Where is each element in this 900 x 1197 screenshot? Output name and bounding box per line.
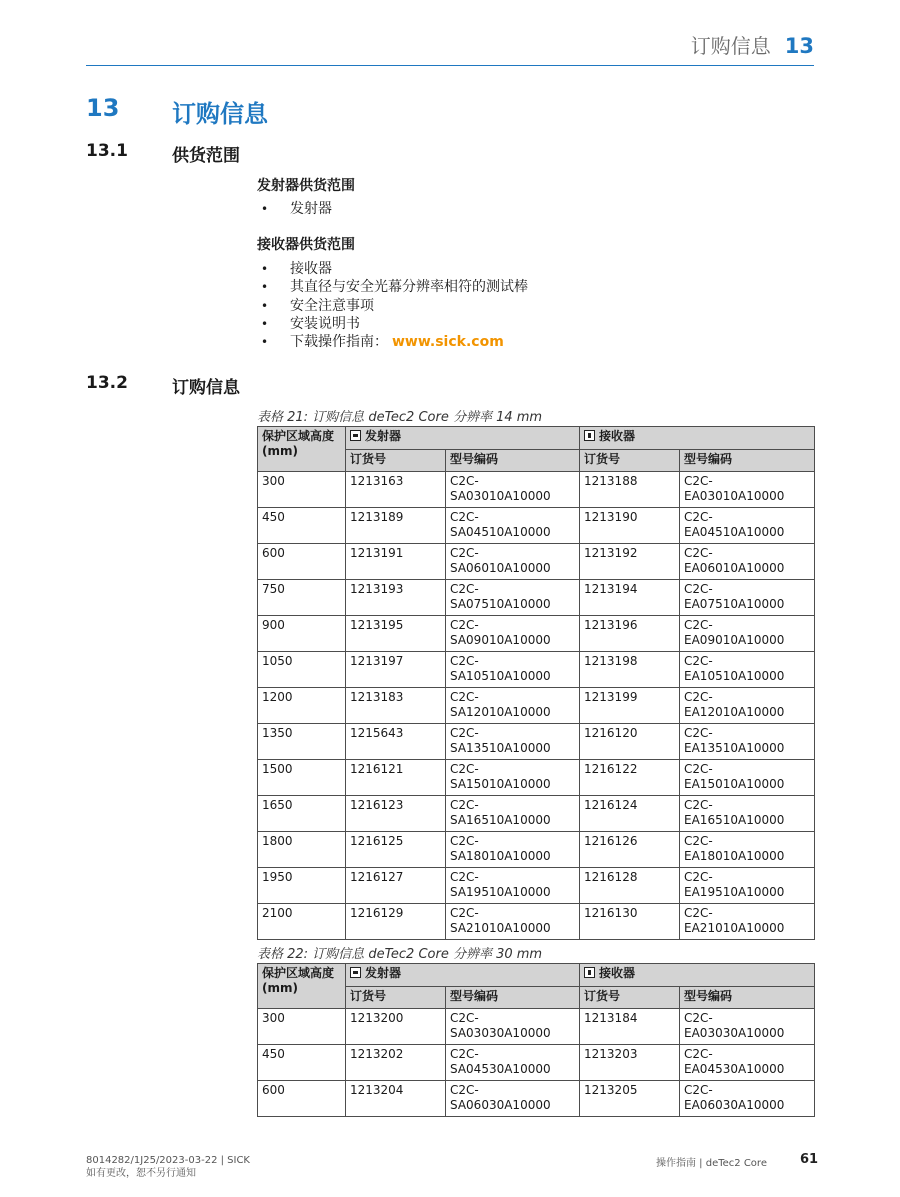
cell-receiver-order-no: 1216128 — [580, 868, 680, 904]
col-emitter-order-no: 订货号 — [346, 450, 446, 472]
cell-receiver-type-code: C2C- EA15010A10000 — [680, 760, 815, 796]
cell-emitter-order-no: 1213189 — [346, 508, 446, 544]
list-item: • 其直径与安全光幕分辨率相符的测试棒 — [257, 278, 528, 296]
table-row — [258, 796, 815, 832]
cell-height: 1200 — [258, 688, 346, 724]
cell-receiver-order-no: 1216124 — [580, 796, 680, 832]
cell-receiver-type-code: C2C- EA07510A10000 — [680, 580, 815, 616]
cell-receiver-type-code: C2C- EA06030A10000 — [680, 1081, 815, 1117]
cell-receiver-type-code: C2C- EA13510A10000 — [680, 724, 815, 760]
footer-doc-title: 操作指南 | deTec2 Core — [656, 1158, 767, 1169]
cell-emitter-order-no: 1213193 — [346, 580, 446, 616]
cell-height: 2100 — [258, 904, 346, 940]
running-header-title: 订购信息 — [690, 34, 771, 58]
section-number: 13.2 — [86, 373, 128, 393]
table-21-caption: 表格 21: 订购信息 deTec2 Core 分辨率 14 mm — [257, 410, 543, 425]
cell-receiver-order-no: 1213199 — [580, 688, 680, 724]
cell-emitter-order-no: 1213191 — [346, 544, 446, 580]
cell-emitter-order-no: 1216121 — [346, 760, 446, 796]
cell-height: 300 — [258, 472, 346, 508]
cell-receiver-order-no: 1213184 — [580, 1009, 680, 1045]
table-row — [258, 760, 815, 796]
cell-height: 1950 — [258, 868, 346, 904]
table-row — [258, 1081, 815, 1117]
order-table-14mm — [257, 426, 815, 940]
section-number: 13.1 — [86, 141, 128, 161]
cell-receiver-order-no: 1213190 — [580, 508, 680, 544]
cell-emitter-type-code: C2C- SA04530A10000 — [446, 1045, 580, 1081]
receiver-icon — [584, 430, 595, 441]
footer-notice: 如有更改，恕不另行通知 — [86, 1168, 196, 1179]
cell-emitter-type-code: C2C- SA18010A10000 — [446, 832, 580, 868]
cell-emitter-order-no: 1216123 — [346, 796, 446, 832]
cell-emitter-order-no: 1213197 — [346, 652, 446, 688]
cell-height: 1500 — [258, 760, 346, 796]
cell-height: 450 — [258, 1045, 346, 1081]
running-header-chapter: 13 — [784, 34, 814, 58]
table-row — [258, 508, 815, 544]
chapter-number: 13 — [86, 94, 120, 122]
cell-height: 600 — [258, 1081, 346, 1117]
section-title: 订购信息 — [172, 378, 240, 398]
cell-receiver-type-code: C2C- EA21010A10000 — [680, 904, 815, 940]
receiver-icon — [584, 967, 595, 978]
cell-receiver-order-no: 1213194 — [580, 580, 680, 616]
table-row — [258, 688, 815, 724]
list-item: • 发射器 — [257, 200, 332, 218]
cell-height: 750 — [258, 580, 346, 616]
cell-receiver-type-code: C2C- EA06010A10000 — [680, 544, 815, 580]
emitter-icon — [350, 967, 361, 978]
receiver-scope-heading: 接收器供货范围 — [257, 237, 355, 253]
cell-emitter-order-no: 1213195 — [346, 616, 446, 652]
cell-receiver-order-no: 1216120 — [580, 724, 680, 760]
section-heading-scope — [86, 141, 240, 166]
cell-emitter-order-no: 1213200 — [346, 1009, 446, 1045]
table-row — [258, 580, 815, 616]
cell-receiver-type-code: C2C- EA19510A10000 — [680, 868, 815, 904]
table-row — [258, 904, 815, 940]
cell-height: 1350 — [258, 724, 346, 760]
cell-receiver-type-code: C2C- EA04530A10000 — [680, 1045, 815, 1081]
table-row — [258, 832, 815, 868]
receiver-scope-list — [257, 260, 528, 351]
list-item: • 接收器 — [257, 260, 528, 278]
table-row — [258, 1045, 815, 1081]
cell-emitter-type-code: C2C- SA03030A10000 — [446, 1009, 580, 1045]
table-row — [258, 544, 815, 580]
running-header — [691, 30, 814, 59]
cell-emitter-type-code: C2C- SA06010A10000 — [446, 544, 580, 580]
cell-height: 1800 — [258, 832, 346, 868]
col-emitter-order-no: 订货号 — [346, 987, 446, 1009]
cell-emitter-type-code: C2C- SA19510A10000 — [446, 868, 580, 904]
cell-emitter-type-code: C2C- SA03010A10000 — [446, 472, 580, 508]
col-receiver-type-code: 型号编码 — [680, 450, 815, 472]
footer-doc-info — [86, 1154, 250, 1180]
cell-receiver-order-no: 1213198 — [580, 652, 680, 688]
cell-emitter-type-code: C2C- SA15010A10000 — [446, 760, 580, 796]
table-row — [258, 616, 815, 652]
sick-website-link[interactable]: www.sick.com — [392, 334, 504, 351]
list-item: • 安装说明书 — [257, 315, 528, 333]
table-22-caption: 表格 22: 订购信息 deTec2 Core 分辨率 30 mm — [257, 947, 543, 962]
cell-emitter-order-no: 1215643 — [346, 724, 446, 760]
col-emitter: 发射器 — [346, 427, 580, 450]
cell-receiver-type-code: C2C- EA04510A10000 — [680, 508, 815, 544]
cell-receiver-type-code: C2C- EA09010A10000 — [680, 616, 815, 652]
cell-emitter-order-no: 1213183 — [346, 688, 446, 724]
cell-emitter-type-code: C2C- SA04510A10000 — [446, 508, 580, 544]
cell-receiver-type-code: C2C- EA03030A10000 — [680, 1009, 815, 1045]
emitter-scope-heading: 发射器供货范围 — [257, 178, 355, 194]
col-height: 保护区域高度 (mm) — [258, 427, 346, 472]
cell-receiver-order-no: 1213196 — [580, 616, 680, 652]
cell-receiver-order-no: 1216126 — [580, 832, 680, 868]
cell-height: 900 — [258, 616, 346, 652]
col-receiver-type-code: 型号编码 — [680, 987, 815, 1009]
cell-emitter-type-code: C2C- SA21010A10000 — [446, 904, 580, 940]
cell-height: 300 — [258, 1009, 346, 1045]
page-number: 61 — [800, 1152, 819, 1167]
cell-receiver-type-code: C2C- EA16510A10000 — [680, 796, 815, 832]
col-receiver-order-no: 订货号 — [580, 987, 680, 1009]
section-title: 供货范围 — [172, 146, 240, 166]
cell-emitter-type-code: C2C- SA13510A10000 — [446, 724, 580, 760]
table-row — [258, 652, 815, 688]
cell-receiver-type-code: C2C- EA18010A10000 — [680, 832, 815, 868]
download-label: 下载操作指南： — [290, 334, 388, 351]
chapter-title: 订购信息 — [172, 100, 268, 128]
cell-receiver-type-code: C2C- EA10510A10000 — [680, 652, 815, 688]
footer-doc-id: 8014282/1J25/2023-03-22 | SICK — [86, 1155, 250, 1166]
cell-emitter-order-no: 1213163 — [346, 472, 446, 508]
col-receiver: 接收器 — [580, 964, 815, 987]
cell-emitter-type-code: C2C- SA07510A10000 — [446, 580, 580, 616]
cell-emitter-order-no: 1216125 — [346, 832, 446, 868]
cell-receiver-type-code: C2C- EA12010A10000 — [680, 688, 815, 724]
cell-emitter-order-no: 1216129 — [346, 904, 446, 940]
cell-receiver-order-no: 1213188 — [580, 472, 680, 508]
emitter-icon — [350, 430, 361, 441]
table-row — [258, 1009, 815, 1045]
cell-receiver-order-no: 1213203 — [580, 1045, 680, 1081]
list-item: • 安全注意事项 — [257, 297, 528, 315]
cell-height: 1050 — [258, 652, 346, 688]
cell-receiver-order-no: 1216122 — [580, 760, 680, 796]
cell-emitter-type-code: C2C- SA10510A10000 — [446, 652, 580, 688]
col-receiver: 接收器 — [580, 427, 815, 450]
col-emitter-type-code: 型号编码 — [446, 987, 580, 1009]
list-item-download — [257, 333, 528, 351]
col-emitter: 发射器 — [346, 964, 580, 987]
section-heading-ordering — [86, 373, 240, 398]
order-table-30mm — [257, 963, 815, 1117]
cell-height: 1650 — [258, 796, 346, 832]
col-receiver-order-no: 订货号 — [580, 450, 680, 472]
cell-receiver-order-no: 1216130 — [580, 904, 680, 940]
cell-receiver-order-no: 1213192 — [580, 544, 680, 580]
cell-emitter-type-code: C2C- SA12010A10000 — [446, 688, 580, 724]
cell-height: 450 — [258, 508, 346, 544]
cell-emitter-order-no: 1213202 — [346, 1045, 446, 1081]
cell-emitter-type-code: C2C- SA09010A10000 — [446, 616, 580, 652]
table-row — [258, 724, 815, 760]
chapter-heading — [86, 94, 268, 128]
cell-emitter-order-no: 1216127 — [346, 868, 446, 904]
col-height: 保护区域高度 (mm) — [258, 964, 346, 1009]
table-row — [258, 868, 815, 904]
header-divider — [86, 65, 814, 66]
emitter-scope-list — [257, 200, 332, 218]
cell-receiver-type-code: C2C- EA03010A10000 — [680, 472, 815, 508]
table-row — [258, 472, 815, 508]
cell-emitter-type-code: C2C- SA06030A10000 — [446, 1081, 580, 1117]
col-emitter-type-code: 型号编码 — [446, 450, 580, 472]
cell-emitter-type-code: C2C- SA16510A10000 — [446, 796, 580, 832]
cell-receiver-order-no: 1213205 — [580, 1081, 680, 1117]
cell-height: 600 — [258, 544, 346, 580]
cell-emitter-order-no: 1213204 — [346, 1081, 446, 1117]
